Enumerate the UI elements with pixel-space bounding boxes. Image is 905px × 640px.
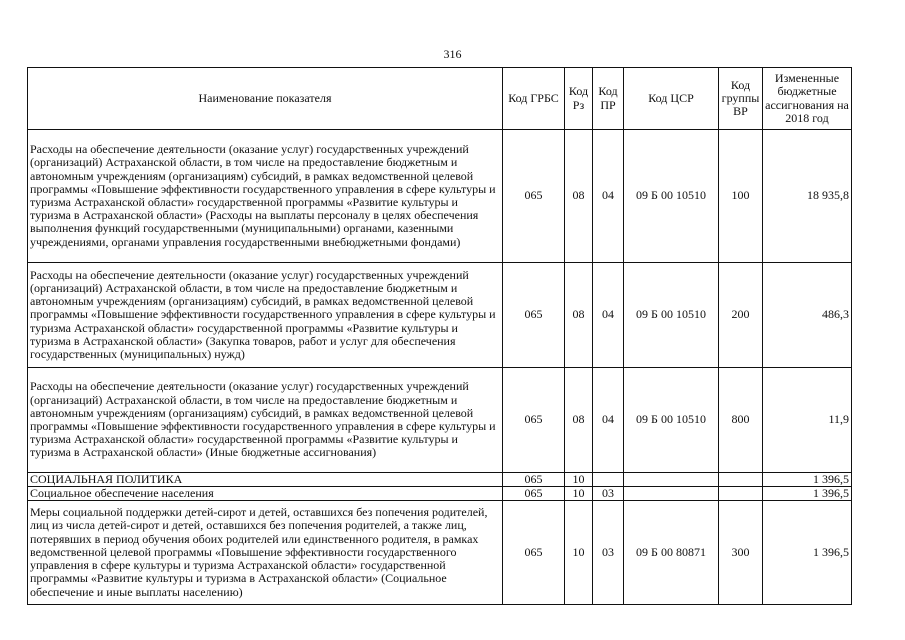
table-row bbox=[28, 130, 852, 263]
page-number: 316 bbox=[443, 47, 462, 61]
row-amount: 486,3 bbox=[763, 263, 852, 368]
row-rz: 08 bbox=[565, 263, 593, 368]
row-name: Расходы на обеспечение деятельности (оказание услуг) государственных учреждений (организаций) Астраханской области, в том числе на предоставление бюджетным и автономным учреждениям (организациям) субсидий, в рамках ведомственной целевой программы «Повышение эффективности государственного управления в сфере культуры и туризма Астраханской области» государственной программы «Развитие культуры и туризма в Астраханской области» (Закупка товаров, работ и услуг для обеспечения государственных (муниципальных) нужд) bbox=[28, 263, 503, 368]
row-grbs: 065 bbox=[503, 130, 565, 263]
row-amount: 1 396,5 bbox=[763, 501, 852, 605]
row-rz: 10 bbox=[565, 473, 593, 487]
header-grbs: Код ГРБС bbox=[503, 68, 565, 130]
table-row bbox=[28, 263, 852, 368]
header-rz: Код Рз bbox=[565, 68, 593, 130]
row-vr bbox=[719, 473, 763, 487]
row-name: Социальное обеспечение населения bbox=[28, 487, 503, 501]
row-csr bbox=[624, 487, 719, 501]
table-row bbox=[28, 473, 852, 487]
row-vr: 100 bbox=[719, 130, 763, 263]
row-vr: 300 bbox=[719, 501, 763, 605]
row-name bbox=[28, 130, 503, 263]
row-rz: 10 bbox=[565, 487, 593, 501]
row-name-text: Расходы на обеспечение деятельности (оказание услуг) государственных учреждений (организаций) Астраханской области, в том числе на предоставление бюджетным и автономным учреждениям (организациям) субсидий, в рамках ведомственной целевой программы «Повышение эффективности государственного управления в сфере культуры и туризма Астраханской области» государственной программы «Развитие культуры и туризма в Астраханской области» (Расходы на выплаты персоналу в целях обеспечения выполнения функций государственными (муниципальными) органами, казенными учреждениями, органами управления государственными внебюджетными фондами) bbox=[30, 143, 496, 249]
row-csr bbox=[624, 473, 719, 487]
row-vr: 200 bbox=[719, 263, 763, 368]
budget-table bbox=[27, 67, 852, 605]
row-pr: 03 bbox=[593, 501, 624, 605]
header-csr: Код ЦСР bbox=[624, 68, 719, 130]
row-grbs: 065 bbox=[503, 263, 565, 368]
row-pr: 03 bbox=[593, 487, 624, 501]
header-name: Наименование показателя bbox=[28, 68, 503, 130]
row-vr: 800 bbox=[719, 368, 763, 473]
row-rz: 08 bbox=[565, 130, 593, 263]
row-grbs: 065 bbox=[503, 368, 565, 473]
row-rz: 10 bbox=[565, 501, 593, 605]
table-header-row bbox=[28, 68, 852, 130]
row-vr bbox=[719, 487, 763, 501]
row-amount: 18 935,8 bbox=[763, 130, 852, 263]
row-name: СОЦИАЛЬНАЯ ПОЛИТИКА bbox=[28, 473, 503, 487]
row-amount: 11,9 bbox=[763, 368, 852, 473]
row-pr: 04 bbox=[593, 130, 624, 263]
row-amount: 1 396,5 bbox=[763, 487, 852, 501]
row-csr: 09 Б 00 80871 bbox=[624, 501, 719, 605]
row-pr: 04 bbox=[593, 263, 624, 368]
row-csr: 09 Б 00 10510 bbox=[624, 263, 719, 368]
table-row bbox=[28, 368, 852, 473]
header-vr: Код группы ВР bbox=[719, 68, 763, 130]
header-amount: Измененные бюджетные ассигнования на 2018 год bbox=[763, 68, 852, 130]
row-rz: 08 bbox=[565, 368, 593, 473]
table-row bbox=[28, 487, 852, 501]
header-pr: Код ПР bbox=[593, 68, 624, 130]
row-amount: 1 396,5 bbox=[763, 473, 852, 487]
row-grbs: 065 bbox=[503, 501, 565, 605]
row-name: Расходы на обеспечение деятельности (оказание услуг) государственных учреждений (организаций) Астраханской области, в том числе на предоставление бюджетным и автономным учреждениям (организациям) субсидий, в рамках ведомственной целевой программы «Повышение эффективности государственного управления в сфере культуры и туризма Астраханской области» государственной программы «Развитие культуры и туризма в Астраханской области» (Иные бюджетные ассигнования) bbox=[28, 368, 503, 473]
row-name: Меры социальной поддержки детей-сирот и детей, оставшихся без попечения родителей, лиц из числа детей-сирот и детей, оставшихся без попечения родителей, а также лиц, потерявших в период обучения обоих родителей или единственного родителя, в рамках ведомственной целевой программы «Повышение эффективности государственного управления в сфере культуры и туризма Астраханской области» государственной программы «Развитие культуры и туризма в Астраханской области» (Социальное обеспечение и иные выплаты населению) bbox=[28, 501, 503, 605]
table-row bbox=[28, 501, 852, 605]
row-pr: 04 bbox=[593, 368, 624, 473]
row-csr: 09 Б 00 10510 bbox=[624, 368, 719, 473]
row-grbs: 065 bbox=[503, 473, 565, 487]
row-grbs: 065 bbox=[503, 487, 565, 501]
row-csr: 09 Б 00 10510 bbox=[624, 130, 719, 263]
row-pr bbox=[593, 473, 624, 487]
